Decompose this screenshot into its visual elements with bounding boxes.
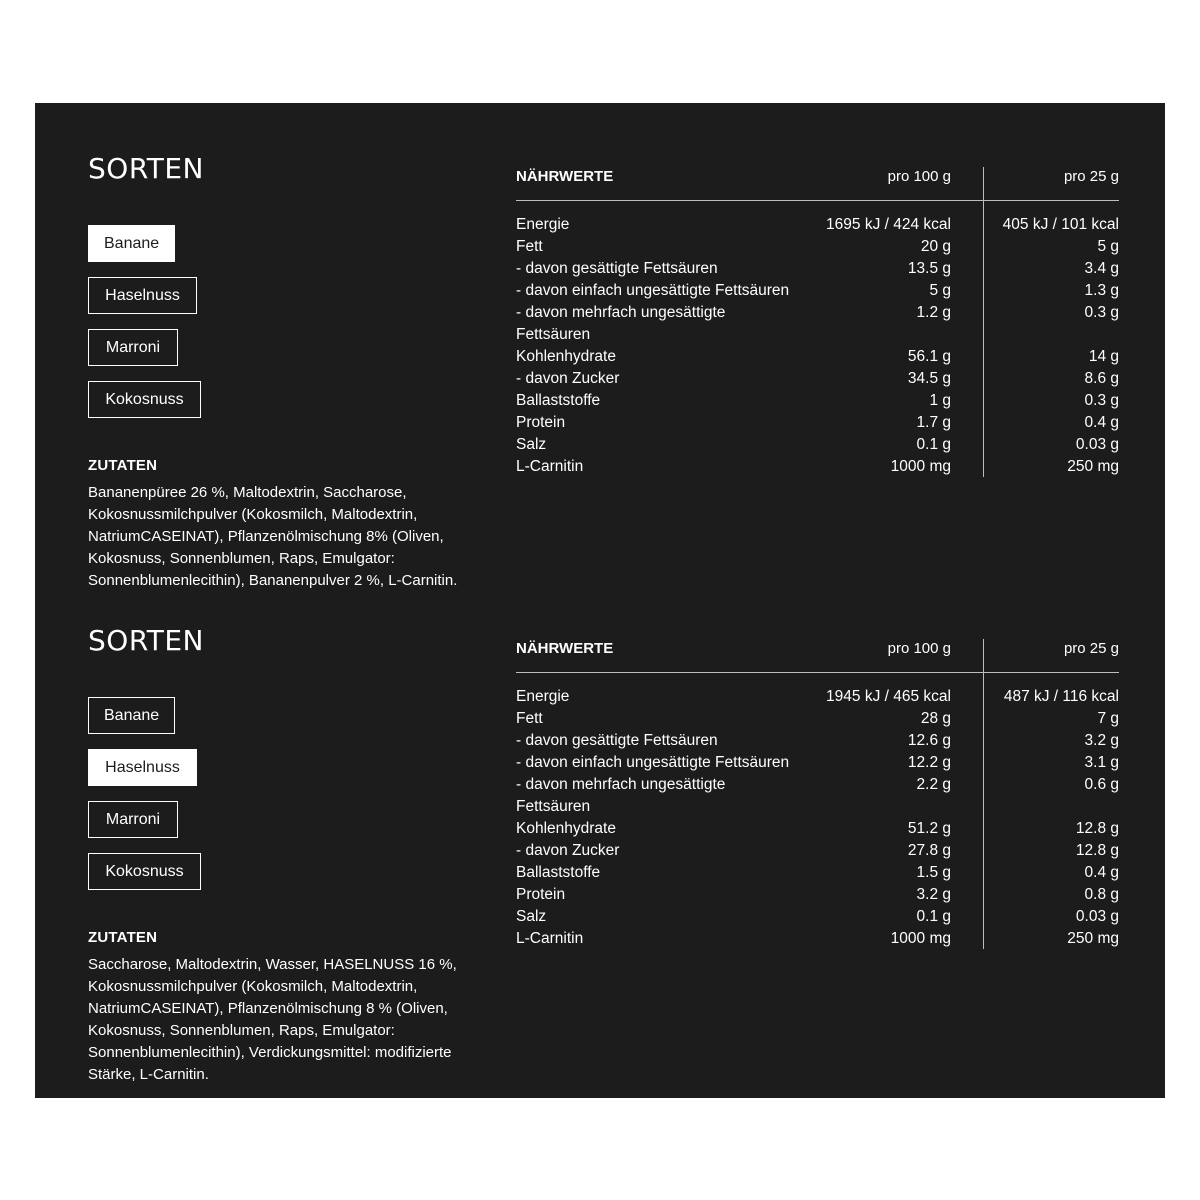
value-per-25g: 12.8 g: [1075, 820, 1119, 837]
value-per-100g: 56.1 g: [907, 348, 951, 365]
value-per-25g: 8.6 g: [1084, 370, 1119, 387]
value-per-100g: 2.2 g: [916, 776, 951, 793]
value-per-25g: 5 g: [1097, 238, 1119, 255]
value-per-25g: 0.4 g: [1084, 414, 1119, 431]
nutrient-label: Kohlenhydrate: [516, 348, 616, 365]
column-header-per-100g: pro 100 g: [887, 640, 951, 657]
nutrition-table: [516, 167, 1119, 478]
table-row: [516, 346, 1119, 368]
value-per-25g: 0.8 g: [1084, 886, 1119, 903]
nutrient-label: - davon gesättigte Fettsäuren: [516, 732, 718, 749]
value-per-25g: 250 mg: [1067, 458, 1119, 475]
value-per-100g: 5 g: [929, 282, 951, 299]
nutrient-label: Salz: [516, 436, 547, 453]
nutrient-label: Salz: [516, 908, 547, 925]
zutaten-heading: ZUTATEN: [88, 457, 158, 474]
value-per-100g: 27.8 g: [907, 842, 951, 859]
sorten-title: SORTEN: [88, 152, 204, 185]
product-section-haselnuss: [35, 575, 1165, 1083]
flavor-button-kokosnuss[interactable]: Kokosnuss: [88, 853, 201, 890]
value-per-100g: 1695 kJ / 424 kcal: [826, 216, 951, 233]
value-per-25g: 7 g: [1097, 710, 1119, 727]
nutrition-table-header: [516, 639, 1119, 673]
table-row: [516, 884, 1119, 906]
value-per-25g: 3.2 g: [1084, 732, 1119, 749]
nutrient-label: - davon mehrfach ungesättigte Fettsäuren: [516, 776, 726, 815]
value-per-100g: 13.5 g: [907, 260, 951, 277]
zutaten-text: Bananenpüree 26 %, Maltodextrin, Saccharose, Kokosnussmilchpulver (Kokosmilch, Maltodextrin, NatriumCASEINAT), Pflanzenölmischung 8% (Oliven, Kokosnuss, Sonnenblumen, Raps, Emulgator: Sonnenblumenlecithin), Bananenpulver 2 %, L-Carnitin.: [88, 484, 458, 589]
flavor-button-haselnuss[interactable]: Haselnuss: [88, 277, 197, 314]
value-per-25g: 1.3 g: [1084, 282, 1119, 299]
value-per-100g: 1945 kJ / 465 kcal: [826, 688, 951, 705]
table-row: [516, 412, 1119, 434]
value-per-100g: 28 g: [920, 710, 951, 727]
sorten-title: SORTEN: [88, 624, 204, 657]
value-per-25g: 0.03 g: [1075, 436, 1119, 453]
value-per-100g: 1.5 g: [916, 864, 951, 881]
value-per-100g: 12.6 g: [907, 732, 951, 749]
value-per-100g: 1000 mg: [890, 930, 951, 947]
nutrient-label: - davon gesättigte Fettsäuren: [516, 260, 718, 277]
table-row: [516, 434, 1119, 456]
value-per-25g: 0.4 g: [1084, 864, 1119, 881]
nutrient-label: L-Carnitin: [516, 458, 584, 475]
value-per-25g: 3.1 g: [1084, 754, 1119, 771]
value-per-25g: 14 g: [1088, 348, 1119, 365]
zutaten-text: Saccharose, Maltodextrin, Wasser, HASELNUSS 16 %, Kokosnussmilchpulver (Kokosmilch, Maltodextrin, NatriumCASEINAT), Pflanzenölmischung 8 % (Oliven, Kokosnuss, Sonnenblumen, Raps, Emulgator: Sonnenblumenlecithin), Verdickungsmittel: modifizierte Stärke, L-Carnitin.: [88, 956, 457, 1083]
value-per-100g: 1 g: [929, 392, 951, 409]
column-header-per-100g: pro 100 g: [887, 168, 951, 185]
flavor-selector: [88, 225, 388, 433]
table-row: [516, 236, 1119, 258]
value-per-100g: 12.2 g: [907, 754, 951, 771]
table-row: [516, 368, 1119, 390]
product-info-panel: [35, 103, 1165, 1098]
flavor-button-haselnuss[interactable]: Haselnuss: [88, 749, 197, 786]
table-row: [516, 390, 1119, 412]
nutrition-rows: [516, 686, 1119, 950]
value-per-25g: 0.6 g: [1084, 776, 1119, 793]
value-per-25g: 487 kJ / 116 kcal: [1003, 688, 1119, 705]
table-row: [516, 818, 1119, 840]
nutrition-heading: NÄHRWERTE: [516, 640, 614, 657]
flavor-button-marroni[interactable]: Marroni: [88, 329, 178, 366]
nutrition-table: [516, 639, 1119, 950]
nutrition-rows: [516, 214, 1119, 478]
value-per-100g: 0.1 g: [916, 908, 951, 925]
value-per-25g: 12.8 g: [1075, 842, 1119, 859]
value-per-100g: 1000 mg: [890, 458, 951, 475]
value-per-100g: 20 g: [920, 238, 951, 255]
value-per-25g: 250 mg: [1067, 930, 1119, 947]
nutrient-label: Kohlenhydrate: [516, 820, 616, 837]
value-per-100g: 0.1 g: [916, 436, 951, 453]
nutrient-label: Ballaststoffe: [516, 392, 601, 409]
table-row: [516, 928, 1119, 950]
product-section-banane: [35, 103, 1165, 589]
table-row: [516, 258, 1119, 280]
nutrient-label: L-Carnitin: [516, 930, 584, 947]
zutaten-heading: ZUTATEN: [88, 929, 158, 946]
table-row: [516, 906, 1119, 928]
value-per-100g: 51.2 g: [907, 820, 951, 837]
table-row: [516, 730, 1119, 752]
value-per-100g: 34.5 g: [907, 370, 951, 387]
flavor-button-banane[interactable]: Banane: [88, 697, 175, 734]
value-per-25g: 405 kJ / 101 kcal: [1002, 216, 1119, 233]
table-row: [516, 302, 1119, 346]
flavor-button-marroni[interactable]: Marroni: [88, 801, 178, 838]
table-row: [516, 686, 1119, 708]
value-per-25g: 0.03 g: [1075, 908, 1119, 925]
table-row: [516, 214, 1119, 236]
nutrient-label: - davon Zucker: [516, 370, 620, 387]
nutrient-label: - davon mehrfach ungesättigte Fettsäuren: [516, 304, 726, 343]
flavor-selector: [88, 697, 388, 905]
nutrient-label: Fett: [516, 710, 543, 727]
table-row: [516, 840, 1119, 862]
nutrition-table-header: [516, 167, 1119, 201]
nutrient-label: Ballaststoffe: [516, 864, 601, 881]
table-row: [516, 862, 1119, 884]
table-row: [516, 774, 1119, 818]
flavor-button-banane[interactable]: Banane: [88, 225, 175, 262]
value-per-25g: 0.3 g: [1084, 392, 1119, 409]
value-per-25g: 0.3 g: [1084, 304, 1119, 321]
table-row: [516, 708, 1119, 730]
column-header-per-25g: pro 25 g: [1063, 168, 1119, 185]
nutrient-label: Energie: [516, 216, 570, 233]
value-per-100g: 1.2 g: [916, 304, 951, 321]
nutrient-label: - davon Zucker: [516, 842, 620, 859]
value-per-100g: 1.7 g: [916, 414, 951, 431]
nutrient-label: Energie: [516, 688, 570, 705]
value-per-100g: 3.2 g: [916, 886, 951, 903]
nutrient-label: - davon einfach ungesättigte Fettsäuren: [516, 282, 790, 299]
value-per-25g: 3.4 g: [1084, 260, 1119, 277]
nutrient-label: - davon einfach ungesättigte Fettsäuren: [516, 754, 790, 771]
table-row: [516, 752, 1119, 774]
nutrient-label: Protein: [516, 414, 566, 431]
nutrient-label: Fett: [516, 238, 543, 255]
flavor-button-kokosnuss[interactable]: Kokosnuss: [88, 381, 201, 418]
table-row: [516, 456, 1119, 478]
column-header-per-25g: pro 25 g: [1063, 640, 1119, 657]
nutrient-label: Protein: [516, 886, 566, 903]
nutrition-heading: NÄHRWERTE: [516, 168, 614, 185]
table-row: [516, 280, 1119, 302]
